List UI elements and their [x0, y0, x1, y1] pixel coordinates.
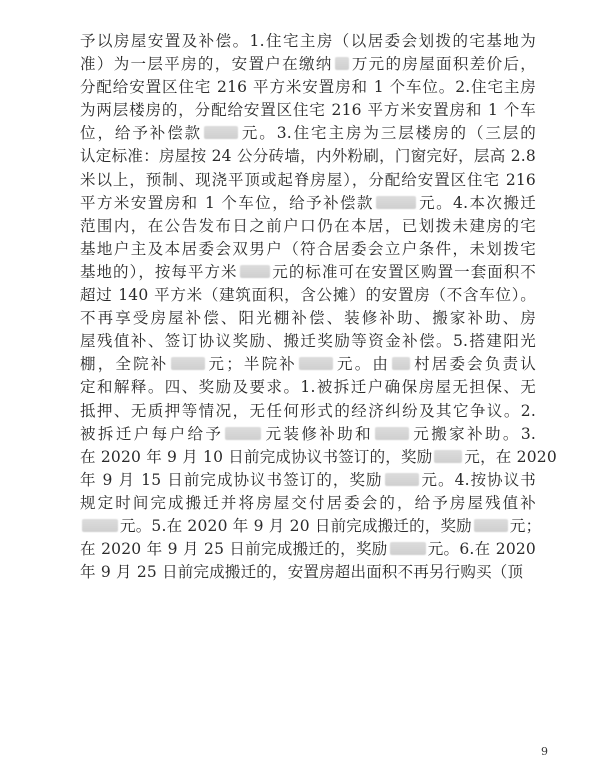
text-segment: 元，在 2020 [464, 447, 557, 466]
text-segment: 认定标准：房屋按 24 公分砖墙，内外粉刷，门窗完好，层高 2.8 [80, 147, 536, 166]
text-line [80, 238, 536, 261]
text-segment: 元；半院补 [206, 355, 297, 374]
text-segment: 元。由 [335, 355, 391, 374]
text-segment: 元。5.在 2020 年 9 月 20 日前完成搬迁的，奖励 [120, 516, 472, 535]
text-segment: 不再享受房屋补偿、阳光棚补偿、装修补助、搬家补助、房 [80, 309, 536, 328]
text-segment: 超过 140 平方米（建筑面积，含公摊）的安置房（不含车位）。 [80, 286, 536, 305]
text-line [80, 376, 536, 399]
redacted-amount [385, 473, 419, 486]
text-segment: 万元的房屋面积差价后， [350, 55, 536, 74]
text-segment: 为两层楼房的，分配给安置区住宅 216 平方米安置房和 1 个车 [80, 101, 536, 120]
text-segment: 在 2020 年 9 月 25 日前完成搬迁的，奖励 [80, 540, 388, 559]
body-text [80, 30, 557, 584]
text-segment: 范围内，在公告发布日之前户口仍在本居，已划拨未建房的宅 [80, 216, 536, 235]
text-line [80, 515, 542, 538]
text-line [80, 400, 536, 423]
text-segment: 元的标准可在安置区购置一套面积不 [271, 262, 536, 281]
text-segment: 位，给予补偿款 [80, 124, 203, 143]
text-segment: 屋残值补、签订协议奖励、搬迁奖励等资金补偿。5.搭建阳光 [80, 332, 536, 351]
redacted-amount [299, 357, 333, 370]
text-line [80, 307, 536, 330]
text-line [80, 53, 536, 76]
text-line [80, 122, 536, 145]
redacted-amount [225, 427, 261, 440]
text-line [80, 561, 536, 584]
redacted-amount [204, 126, 238, 139]
text-segment: 基地的），按每平方米 [80, 262, 238, 281]
page-number: 9 [541, 745, 548, 758]
redacted-amount [171, 357, 205, 370]
text-segment: 元； [509, 516, 542, 535]
text-segment: 元。3.住宅主房为三层楼房的（三层的 [240, 124, 537, 143]
text-segment: 被拆迁户每户给予 [80, 424, 224, 443]
text-segment: 抵押、无质押等情况，无任何形式的经济纠纷及其它争议。2. [80, 401, 536, 420]
redacted-amount [392, 357, 410, 370]
text-segment: 元装修补助和 [263, 424, 374, 443]
text-segment: 元。6.在 2020 [427, 540, 536, 559]
text-line [80, 469, 536, 492]
text-line [80, 99, 536, 122]
text-segment: 年 9 月 25 日前完成搬迁的，安置房超出面积不再另行购买（顶 [80, 563, 524, 582]
text-line [80, 330, 536, 353]
text-segment: 分配给安置区住宅 216 平方米安置房和 1 个车位。2.住宅主房 [80, 78, 536, 97]
text-line [80, 446, 557, 469]
text-segment: 予以房屋安置及补偿。1.住宅主房（以居委会划拨的宅基地为 [80, 32, 536, 50]
text-line [80, 215, 536, 238]
text-line [80, 192, 536, 215]
text-segment: 在 2020 年 9 月 10 日前完成协议书签订的，奖励 [80, 447, 433, 466]
text-line [80, 538, 536, 561]
text-line [80, 261, 536, 284]
text-line [80, 353, 536, 376]
text-line [80, 169, 536, 192]
text-line [80, 145, 536, 168]
text-segment: 米以上，预制、现浇平顶或起脊房屋），分配给安置区住宅 216 [80, 170, 536, 189]
text-line [80, 423, 536, 446]
text-segment: 准）为一层平房的，安置户在缴纳 [80, 55, 333, 74]
text-line [80, 284, 536, 307]
text-segment: 规定时间完成搬迁并将房屋交付居委会的，给予房屋残值补 [80, 493, 536, 512]
redacted-amount [240, 265, 270, 278]
text-segment: 基地户主及本居委会双男户（符合居委会立户条件，未划拨宅 [80, 239, 536, 258]
redacted-amount [375, 427, 409, 440]
redacted-amount [82, 519, 118, 532]
text-segment: 村居委会负责认 [412, 355, 536, 374]
text-segment: 元搬家补助。3. [411, 424, 537, 443]
redacted-amount [335, 57, 349, 70]
text-line [80, 30, 536, 53]
redacted-amount [376, 196, 416, 209]
text-segment: 平方米安置房和 1 个车位，给予补偿款 [80, 193, 374, 212]
text-segment: 棚，全院补 [80, 355, 169, 374]
text-line [80, 492, 536, 515]
redacted-amount [434, 450, 462, 463]
text-line [80, 76, 536, 99]
text-segment: 元。4.按协议书 [420, 470, 536, 489]
redacted-amount [474, 519, 508, 532]
text-segment: 定和解释。四、奖励及要求。1.被拆迁户确保房屋无担保、无 [80, 378, 536, 397]
text-segment: 年 9 月 15 日前完成协议书签订的，奖励 [80, 470, 383, 489]
redacted-amount [390, 542, 426, 555]
text-segment: 元。4.本次搬迁 [417, 193, 536, 212]
